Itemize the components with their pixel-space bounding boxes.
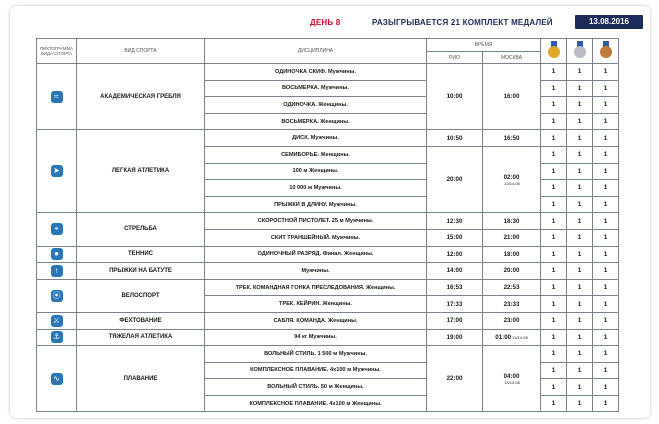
silver-count: 1: [567, 113, 593, 130]
sport-icon-cell: [37, 213, 77, 246]
bronze-count: 1: [593, 296, 619, 313]
discipline: ВОЛЬНЫЙ СТИЛЬ. 1 500 м Мужчины.: [205, 346, 427, 363]
silver-medal-header: [567, 39, 593, 64]
moscow-time: [483, 312, 541, 329]
silver-count: 1: [567, 80, 593, 97]
col-rio-header: РИО: [427, 52, 483, 64]
bronze-count: 1: [593, 246, 619, 263]
bronze-count: 1: [593, 80, 619, 97]
silver-count: 1: [567, 64, 593, 81]
gold-count: 1: [541, 80, 567, 97]
moscow-time-value: 16:50: [503, 134, 520, 142]
gold-medal-icon: [547, 41, 561, 59]
table-row: [37, 213, 619, 230]
gold-count: 1: [541, 113, 567, 130]
table-row: [37, 329, 619, 346]
sport-name: ФЕХТОВАНИЕ: [77, 312, 205, 329]
silver-count: 1: [567, 246, 593, 263]
gold-count: 1: [541, 213, 567, 230]
moscow-time: [483, 130, 541, 147]
table-row: [37, 263, 619, 280]
bronze-count: 1: [593, 213, 619, 230]
silver-count: 1: [567, 229, 593, 246]
bronze-count: 1: [593, 97, 619, 114]
discipline: ВОСЬМЕРКА. Мужчины.: [205, 80, 427, 97]
rio-time: 17:33: [427, 296, 483, 313]
moscow-time-value: 02:00: [503, 173, 520, 181]
weightlifting-icon: ⚓: [51, 331, 63, 343]
discipline: ПРЫЖКИ В ДЛИНУ. Мужчины.: [205, 196, 427, 213]
silver-count: 1: [567, 97, 593, 114]
silver-count: 1: [567, 379, 593, 396]
rio-time: 17:00: [427, 312, 483, 329]
discipline: 94 кг Мужчины.: [205, 329, 427, 346]
silver-count: 1: [567, 196, 593, 213]
moscow-date-note: 13/14.08: [504, 180, 520, 186]
sport-name: АКАДЕМИЧЕСКАЯ ГРЕБЛЯ: [77, 64, 205, 130]
discipline: ОДИНОЧКА СКИФ. Мужчины.: [205, 64, 427, 81]
col-icon-header: ПИКТОГРАММА ВИДА СПОРТА: [37, 39, 77, 64]
gold-count: 1: [541, 180, 567, 197]
rio-time: 10:00: [427, 64, 483, 130]
moscow-time: [483, 229, 541, 246]
sport-icon-cell: [37, 279, 77, 312]
discipline: ТРЕК. КЕЙРИН. Женщины.: [205, 296, 427, 313]
sport-icon-cell: [37, 246, 77, 263]
moscow-time-value: 23:33: [503, 300, 520, 308]
rowing-icon: ≈: [51, 91, 63, 103]
gold-count: 1: [541, 379, 567, 396]
gold-count: 1: [541, 296, 567, 313]
sport-icon-cell: [37, 130, 77, 213]
discipline: ОДИНОЧКА. Женщины.: [205, 97, 427, 114]
table-row: [37, 64, 619, 81]
sport-name: ВЕЛОСПОРТ: [77, 279, 205, 312]
moscow-time-value: 04:00: [503, 372, 520, 380]
discipline: ДИСК. Мужчины.: [205, 130, 427, 147]
sport-name: ПЛАВАНИЕ: [77, 346, 205, 412]
silver-count: 1: [567, 329, 593, 346]
silver-count: 1: [567, 180, 593, 197]
rio-time: 12:00: [427, 246, 483, 263]
sport-icon-cell: [37, 263, 77, 280]
rio-time: 10:50: [427, 130, 483, 147]
col-moscow-header: МОСКВА: [483, 52, 541, 64]
silver-count: 1: [567, 346, 593, 363]
silver-count: 1: [567, 395, 593, 412]
moscow-time-value: 01:00: [495, 333, 512, 341]
moscow-time-value: 21:00: [503, 234, 520, 242]
moscow-time-value: 16:00: [503, 93, 520, 101]
bronze-count: 1: [593, 379, 619, 396]
bronze-count: 1: [593, 163, 619, 180]
gold-count: 1: [541, 362, 567, 379]
discipline: ВОСЬМЕРКА. Женщины.: [205, 113, 427, 130]
discipline: КОМПЛЕКСНОЕ ПЛАВАНИЕ. 4х100 м Женщины.: [205, 395, 427, 412]
trampoline-icon: ↑: [51, 265, 63, 277]
discipline: 100 м Женщины.: [205, 163, 427, 180]
bronze-count: 1: [593, 362, 619, 379]
rio-time: 15:00: [427, 229, 483, 246]
discipline: ВОЛЬНЫЙ СТИЛЬ. 50 м Женщины.: [205, 379, 427, 396]
gold-count: 1: [541, 279, 567, 296]
moscow-time: [483, 64, 541, 130]
sport-icon-cell: [37, 346, 77, 412]
day-label: ДЕНЬ 8: [310, 18, 341, 27]
silver-count: 1: [567, 163, 593, 180]
sport-icon-cell: [37, 312, 77, 329]
moscow-time-value: 22:53: [503, 284, 520, 292]
gold-count: 1: [541, 312, 567, 329]
rio-time: 22:00: [427, 346, 483, 412]
fencing-icon: ⚔: [51, 315, 63, 327]
gold-count: 1: [541, 97, 567, 114]
sport-name: ТЕННИС: [77, 246, 205, 263]
swimming-icon: ∿: [51, 373, 63, 385]
silver-count: 1: [567, 263, 593, 280]
silver-count: 1: [567, 312, 593, 329]
moscow-time: [483, 213, 541, 230]
cycling-icon: ⦿: [52, 290, 61, 300]
gold-count: 1: [541, 163, 567, 180]
bronze-count: 1: [593, 64, 619, 81]
bronze-count: 1: [593, 329, 619, 346]
discipline: САБЛЯ. КОМАНДА. Женщины.: [205, 312, 427, 329]
moscow-time: [483, 296, 541, 313]
bronze-count: 1: [593, 229, 619, 246]
table-row: [37, 130, 619, 147]
moscow-time-value: 20:00: [503, 267, 520, 275]
medal-sets-label: РАЗЫГРЫВАЕТСЯ 21 КОМПЛЕКТ МЕДАЛЕЙ: [372, 18, 553, 27]
gold-count: 1: [541, 395, 567, 412]
sport-icon-cell: [37, 64, 77, 130]
moscow-time: [483, 329, 541, 346]
bronze-count: 1: [593, 312, 619, 329]
discipline: ТРЕК. КОМАНДНАЯ ГОНКА ПРЕСЛЕДОВАНИЯ. Женщины.: [205, 279, 427, 296]
moscow-time-value: 18:30: [503, 217, 520, 225]
moscow-time: [483, 346, 541, 412]
moscow-date-note: 13/14.08: [512, 334, 528, 340]
col-discipline-header: ДИСЦИПЛИНА: [205, 39, 427, 64]
table-row: [37, 312, 619, 329]
bronze-count: 1: [593, 180, 619, 197]
shooting-icon: ⌖: [51, 223, 63, 235]
sport-name: ПРЫЖКИ НА БАТУТЕ: [77, 263, 205, 280]
rio-time: 19:00: [427, 329, 483, 346]
schedule-table: [36, 38, 619, 412]
silver-count: 1: [567, 362, 593, 379]
rio-time: 16:53: [427, 279, 483, 296]
gold-count: 1: [541, 130, 567, 147]
col-sport-header: ВИД СПОРТА: [77, 39, 205, 64]
table-row: [37, 246, 619, 263]
rio-time: 14:00: [427, 263, 483, 280]
moscow-time-value: 18:00: [503, 250, 520, 258]
moscow-time: [483, 263, 541, 280]
gold-count: 1: [541, 329, 567, 346]
bronze-count: 1: [593, 113, 619, 130]
gold-count: 1: [541, 346, 567, 363]
bronze-count: 1: [593, 346, 619, 363]
date-badge: 13.08.2016: [575, 15, 643, 29]
silver-count: 1: [567, 279, 593, 296]
bronze-count: 1: [593, 196, 619, 213]
bronze-count: 1: [593, 130, 619, 147]
gold-count: 1: [541, 263, 567, 280]
silver-count: 1: [567, 146, 593, 163]
moscow-time: [483, 146, 541, 212]
discipline: СЕМИБОРЬЕ. Женщины.: [205, 146, 427, 163]
silver-count: 1: [567, 130, 593, 147]
silver-count: 1: [567, 296, 593, 313]
bronze-count: 1: [593, 263, 619, 280]
discipline: СКИТ ТРАНШЕЙНЫЙ. Мужчины.: [205, 229, 427, 246]
bronze-count: 1: [593, 146, 619, 163]
rio-time: 20:00: [427, 146, 483, 212]
moscow-time: [483, 246, 541, 263]
table-row: [37, 279, 619, 296]
discipline: Мужчины.: [205, 263, 427, 280]
discipline: 10 000 м Мужчины.: [205, 180, 427, 197]
discipline: СКОРОСТНОЙ ПИСТОЛЕТ. 25 м Мужчины.: [205, 213, 427, 230]
bronze-count: 1: [593, 279, 619, 296]
gold-count: 1: [541, 146, 567, 163]
moscow-time-value: 23:00: [503, 317, 520, 325]
sport-icon-cell: [37, 329, 77, 346]
moscow-date-note: 13/14.08: [504, 379, 520, 385]
rio-time: 12:30: [427, 213, 483, 230]
gold-count: 1: [541, 196, 567, 213]
sport-name: ТЯЖЕЛАЯ АТЛЕТИКА: [77, 329, 205, 346]
table-row: [37, 346, 619, 363]
gold-count: 1: [541, 229, 567, 246]
bronze-medal-icon: [599, 41, 613, 59]
bronze-count: 1: [593, 395, 619, 412]
gold-count: 1: [541, 246, 567, 263]
silver-medal-icon: [573, 41, 587, 59]
sport-name: ЛЕГКАЯ АТЛЕТИКА: [77, 130, 205, 213]
tennis-icon: ●: [51, 248, 63, 260]
silver-count: 1: [567, 213, 593, 230]
bronze-medal-header: [593, 39, 619, 64]
discipline: КОМПЛЕКСНОЕ ПЛАВАНИЕ. 4х100 м Мужчины.: [205, 362, 427, 379]
moscow-time: [483, 279, 541, 296]
gold-medal-header: [541, 39, 567, 64]
discipline: ОДИНОЧНЫЙ РАЗРЯД. Финал. Женщины.: [205, 246, 427, 263]
sport-name: СТРЕЛЬБА: [77, 213, 205, 246]
gold-count: 1: [541, 64, 567, 81]
col-time-header: ВРЕМЯ: [427, 39, 541, 52]
athletics-icon: ➤: [51, 165, 63, 177]
